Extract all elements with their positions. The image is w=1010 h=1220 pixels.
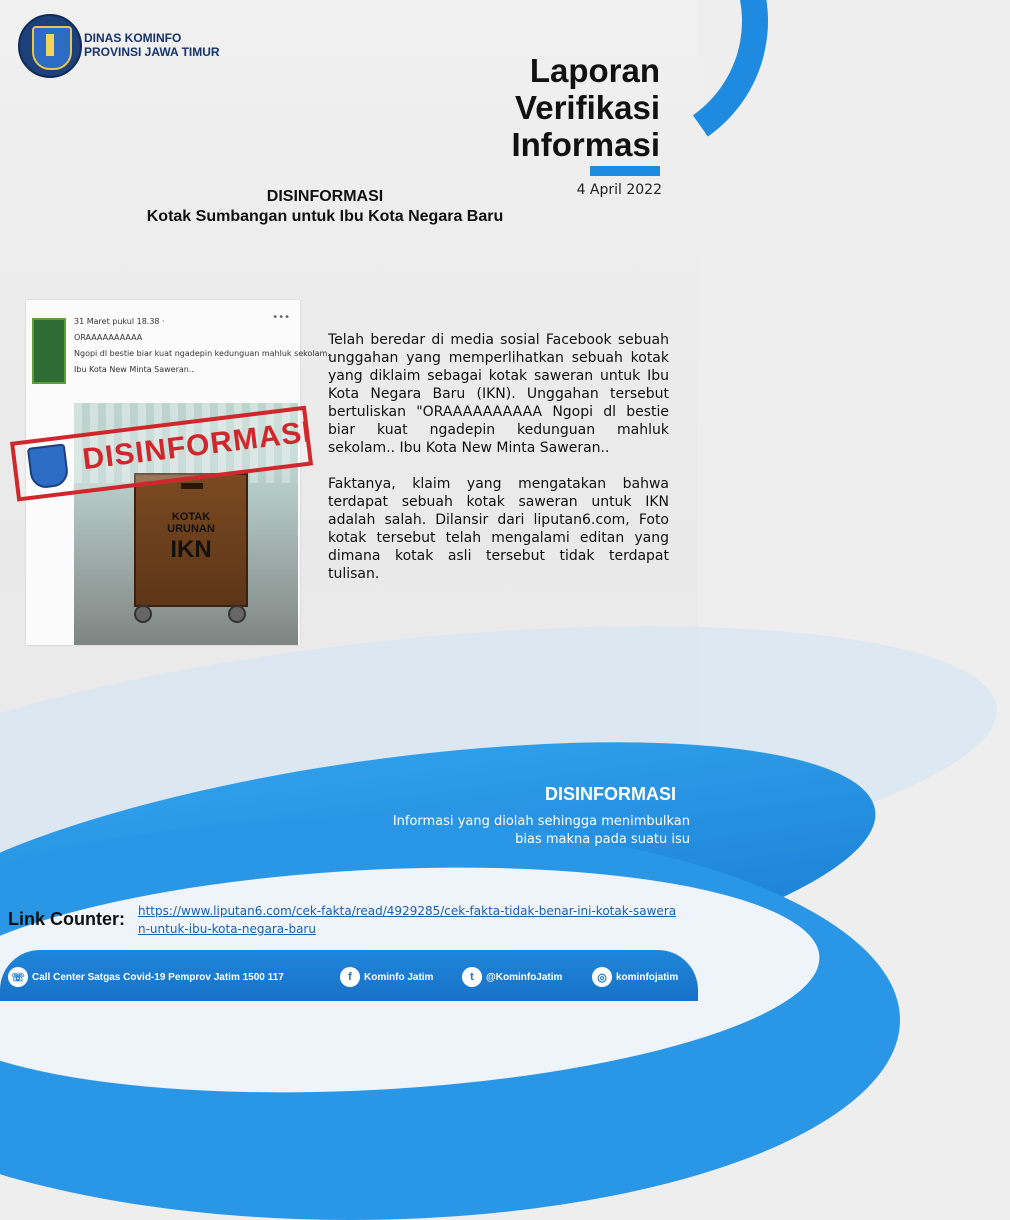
article-category: DISINFORMASI [266, 188, 384, 205]
article-body [328, 331, 669, 601]
call-center-text: Call Center Satgas Covid-19 Pemprov Jatim 1500 117 [32, 971, 284, 983]
title-line1: Laporan [529, 52, 660, 89]
org-name [84, 31, 220, 59]
facebook-icon: f [340, 967, 360, 987]
org-line2: PROVINSI JAWA TIMUR [84, 45, 220, 59]
instagram-text: kominfojatim [616, 971, 679, 983]
post-line3: Ibu Kota New Minta Saweran.. [74, 365, 194, 374]
post-content [74, 314, 333, 378]
article-headline: Kotak Sumbangan untuk Ibu Kota Negara Baru [146, 208, 504, 225]
box-wheel-left [134, 605, 152, 623]
box-wheel-right [228, 605, 246, 623]
instagram-icon: ◎ [592, 967, 612, 987]
phone-icon: ☏ [8, 967, 28, 987]
post-time: 31 Maret pukul 18.38 · [74, 317, 165, 326]
post-line2: Ngopi dl bestie biar kuat ngadepin kedunguan mahluk sekolam.. [74, 349, 333, 358]
definition-title: DISINFORMASI [544, 784, 676, 804]
box-label-line2: IKN [170, 536, 212, 563]
donation-box [134, 473, 248, 607]
footer-facebook[interactable] [340, 966, 433, 988]
org-line1: DINAS KOMINFO [84, 31, 182, 45]
definition-text: Informasi yang diolah sehingga menimbulkan bias makna pada suatu isu [392, 814, 690, 847]
twitter-icon: t [462, 967, 482, 987]
footer-twitter[interactable] [462, 966, 562, 988]
facebook-text: Kominfo Jatim [364, 971, 434, 983]
post-line1: ORAAAAAAAAAA [74, 333, 143, 342]
report-date: 4 April 2022 [576, 182, 662, 198]
ellipsis-icon: ••• [272, 312, 290, 323]
footer-instagram[interactable] [592, 966, 678, 988]
page-avatar [32, 318, 66, 384]
logo-mark-icon [46, 34, 54, 56]
footer-call-center [8, 966, 284, 988]
jatim-logo [18, 14, 82, 78]
title-line3: Informasi [511, 126, 660, 163]
title-line2: Verifikasi [515, 89, 660, 126]
article-paragraph1: Telah beredar di media sosial Facebook sebuah unggahan yang memperlihatkan sebuah kotak yang diklaim sebagai kotak saweran untuk Ibu Kota Negara Baru (IKN). Unggahan tersebut bertuliskan "ORAAAAAAAAAA Ngopi dl bestie biar kuat ngadepin kedunguan mahluk sekolam.. Ibu Kota New Minta Saweran.. [328, 332, 669, 456]
stamp-logo-icon [27, 443, 70, 489]
title-underline [590, 166, 660, 176]
link-counter-label: Link Counter: [8, 909, 125, 929]
article-paragraph2: Faktanya, klaim yang mengatakan bahwa terdapat sebuah kotak saweran untuk IKN adalah salah. Dilansir dari liputan6.com, Foto kotak tersebut telah mengalami editan yang dimana kotak asli tersebut tidak terdapat tulisan. [328, 476, 669, 582]
box-label-line1: KOTAK URUNAN [167, 511, 215, 535]
stamp-text: DISINFORMASI [80, 415, 314, 477]
box-slot [181, 483, 203, 489]
box-label [150, 511, 232, 565]
link-counter-url[interactable]: https://www.liputan6.com/cek-fakta/read/4929285/cek-fakta-tidak-benar-ini-kotak-saweran-untuk-ibu-kota-negara-baru [138, 904, 677, 936]
twitter-text: @KominfoJatim [486, 971, 563, 983]
report-title [511, 52, 660, 163]
